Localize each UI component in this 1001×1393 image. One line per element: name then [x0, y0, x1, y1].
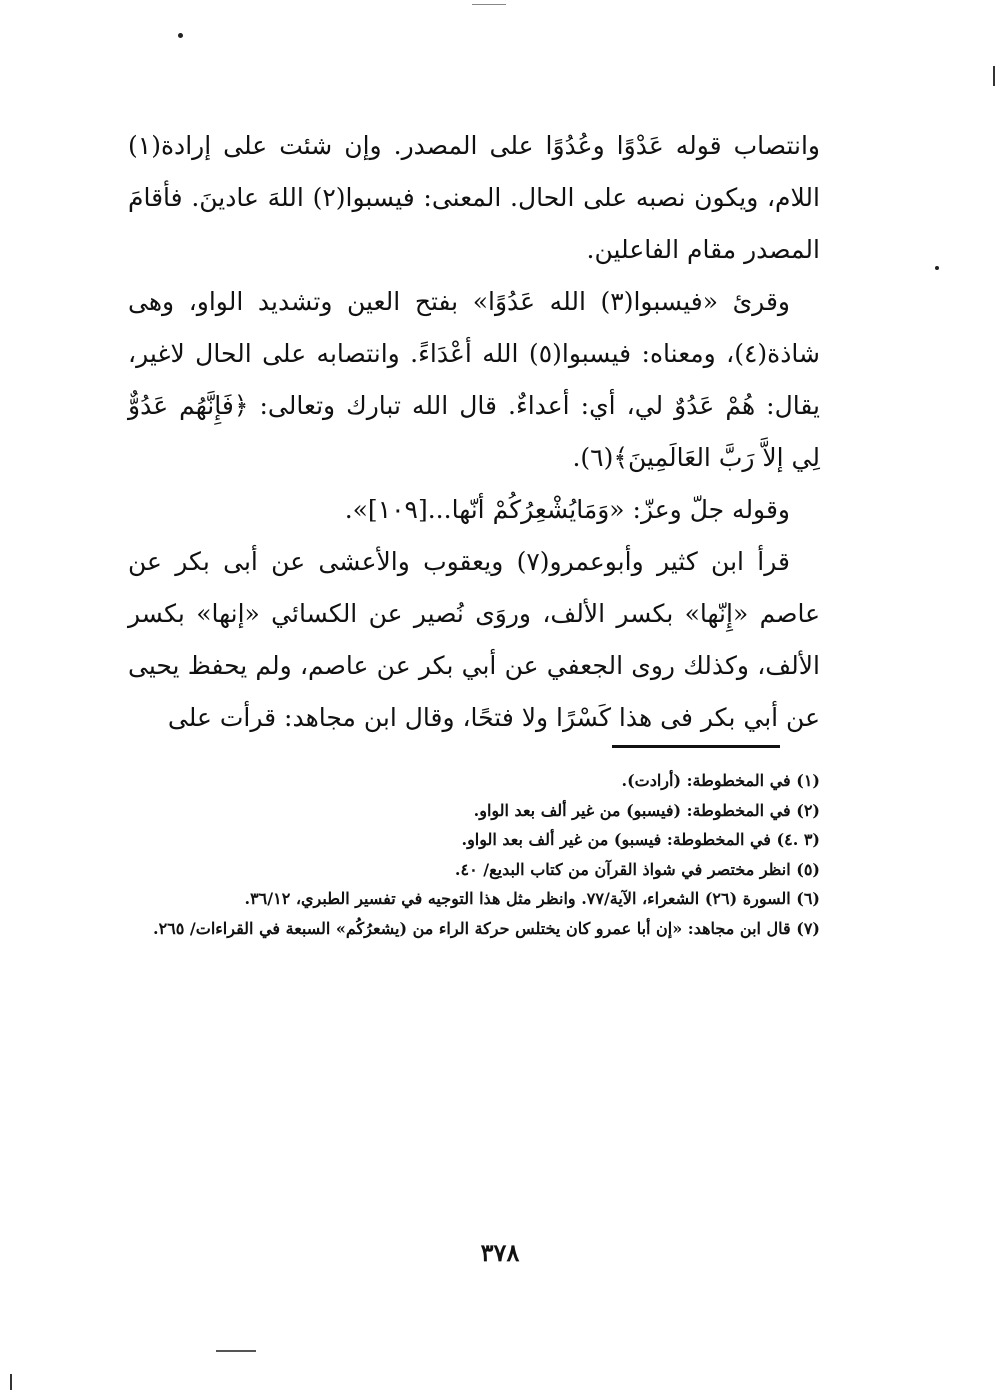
paragraph: وقوله جلّ وعزّ: «وَمَايُشْعِرُكُمْ أنّها...[١٠٩]». [344, 495, 790, 524]
scan-speck [935, 266, 939, 270]
page-number: ٣٧٨ [480, 1238, 520, 1267]
scan-mark [472, 4, 506, 5]
footnote: (٢) في المخطوطة: (فيسبو) من غير ألف بعد الواو. [473, 800, 820, 820]
footnote: (٧) قال ابن مجاهد: «إن أبا عمرو كان يختلس حركة الراء من (يشعرُكُم» السبعة في القراءات/ ٢٦٥. [153, 918, 820, 938]
scan-mark [993, 66, 995, 86]
footnote-separator [612, 745, 780, 748]
paragraph: وانتصاب قوله عَدْوًا وعُدُوًا على المصدر. وإن شئت على إرادة(١) اللام، ويكون نصبه على الحال. المعنى: فيسبوا(٢) اللهَ عادينَ. فأقامَ المصدر مقام الفاعلين. [128, 131, 820, 264]
main-text [128, 120, 820, 744]
paragraph: قرأ ابن كثير وأبوعمرو(٧) ويعقوب والأعشى عن أبى بكر عن عاصم «إِنّها» بكسر الألف، وروَى نُصير عن الكسائي «إنها» بكسر الألف، وكذلك روى الجعفي عن أبي بكر عن عاصم، ولم يحفظ يحيى عن أبي بكر فى هذا كَسْرًا ولا فتحًا، وقال ابن مجاهد: قرأت على [128, 547, 820, 732]
scan-mark [10, 1374, 12, 1390]
paragraph: وقرئ «فيسبوا(٣) الله عَدُوًا» بفتح العين وتشديد الواو، وهى شاذة(٤)، ومعناه: فيسبوا(٥) الله أعْدَاءً. وانتصابه على الحال لاغير، يقال: هُمْ عَدُوٌ لي، أي: أعداءٌ. قال الله تبارك وتعالى: ﴿فَإِنَّهُم عَدُوٌّ لِي إلاَّ رَبَّ العَالَمِينَ﴾(٦). [128, 287, 820, 472]
footnotes [130, 766, 820, 943]
footnote: (١) في المخطوطة: (أرادت). [621, 771, 820, 790]
footnote: (٣ .٤) في المخطوطة: فيسبو) من غير ألف بعد الواو. [461, 830, 820, 849]
footnote: (٥) انظر مختصر في شواذ القرآن من كتاب البديع/ ٤٠. [454, 859, 820, 879]
scan-mark [216, 1350, 256, 1352]
footnote: (٦) السورة (٢٦) الشعراء، الآية/٧٧. وانظر مثل هذا التوجيه في تفسير الطبري، ٣٦/١٢. [244, 889, 820, 908]
scan-speck [178, 33, 183, 38]
